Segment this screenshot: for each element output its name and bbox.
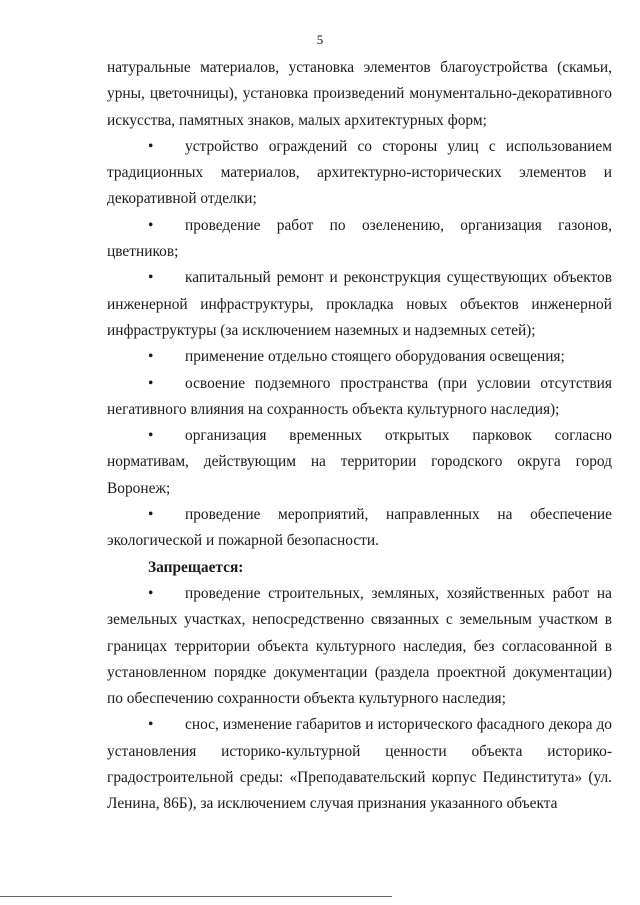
bullet-icon: • — [148, 716, 154, 734]
bullet-icon: • — [148, 427, 154, 445]
bullet-icon: • — [148, 374, 154, 392]
allowed-item-text: проведение работ по озеленению, организация газонов, цветников; — [107, 216, 612, 261]
allowed-item-text: капитальный ремонт и реконструкция существующих объектов инженерной инфраструктуры, прокладка новых объектов инженерной инфраструктуры (за исключением наземных и надземных сетей); — [107, 269, 612, 339]
allowed-item-text: проведение мероприятий, направленных на обеспечение экологической и пожарной безопасности. — [107, 506, 612, 550]
allowed-item-text: организация временных открытых парковок согласно нормативам, действующим на территории городского округа город Воронеж; — [107, 427, 612, 497]
allowed-item-text: применение отдельно стоящего оборудования освещения; — [185, 348, 565, 366]
bullet-icon: • — [148, 584, 154, 602]
bullet-icon: • — [148, 269, 154, 287]
allowed-item — [107, 423, 612, 502]
allowed-item — [107, 502, 612, 555]
allowed-item — [107, 371, 612, 424]
allowed-item-text: устройство ограждений со стороны улиц с использованием традиционных материалов, архитектурно-исторических элементов и декоративной отделки; — [107, 137, 612, 208]
intro-paragraph: натуральные материалов, установка элементов благоустройства (скамьи, урны, цветочницы), установка произведений монументально-декоративного искусства, памятных знаков, малых архитектурных форм; — [107, 59, 612, 129]
bullet-icon: • — [148, 506, 154, 524]
page-number: 5 — [316, 32, 324, 47]
prohibited-item-text: проведение строительных, земляных, хозяйственных работ на земельных участках, непосредственно связанных с земельным участком в границах территории объекта культурного наследия, без согласованной в установленном порядке документации (раздела проектной документации) по обеспечению сохранности объекта культурного наследия; — [107, 584, 612, 708]
allowed-item — [107, 265, 612, 344]
footer-divider — [0, 896, 392, 897]
prohibited-item — [107, 581, 612, 712]
allowed-item — [107, 134, 612, 213]
allowed-item-text: освоение подземного пространства (при условии отсутствия негативного влияния на сохранность объекта культурного наследия); — [107, 374, 612, 418]
prohibited-heading: Запрещается: — [148, 558, 244, 576]
bullet-icon: • — [148, 137, 154, 155]
document-body — [107, 55, 612, 818]
prohibited-item — [107, 712, 612, 817]
allowed-item — [107, 344, 612, 370]
allowed-item — [107, 213, 612, 266]
bullet-icon: • — [148, 348, 154, 366]
prohibited-item-text: снос, изменение габаритов и исторического фасадного декора до установления историко-культурной ценности объекта историко-градостроительной среды: «Преподавательский корпус Пединститута» (ул. Ленина, 86Б), за исключением случая признания указанного объекта — [107, 716, 612, 813]
bullet-icon: • — [148, 216, 154, 234]
